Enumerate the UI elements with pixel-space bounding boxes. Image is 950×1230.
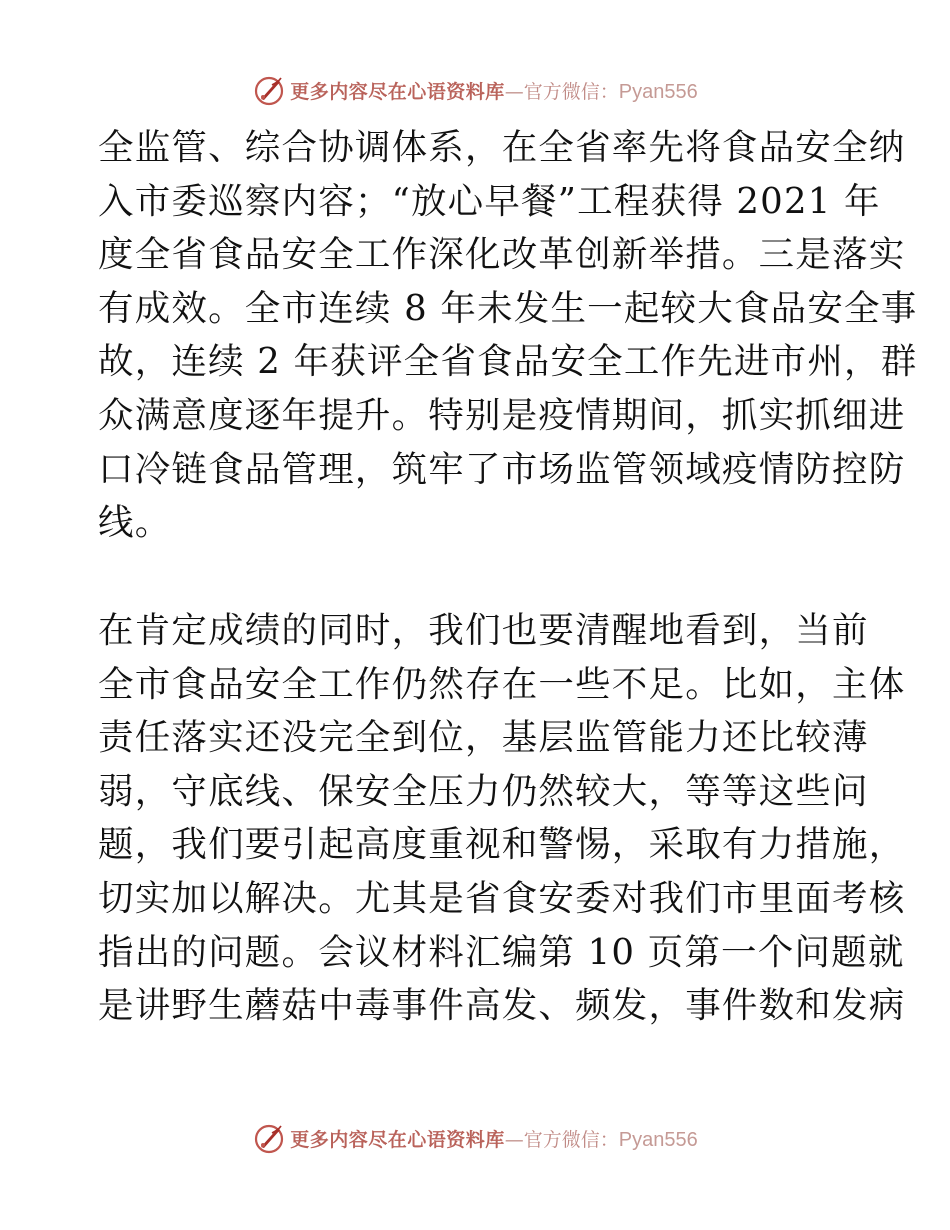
text-line: 弱，守底线、保安全压力仍然较大，等等这些问: [98, 770, 869, 812]
watermark-main-text: 更多内容尽在心语资料库: [290, 80, 505, 103]
footer-watermark: [0, 1118, 950, 1158]
watermark-label: 官方微信：: [523, 1128, 619, 1151]
text-line: 口冷链食品管理，筑牢了市场监管领域疫情防控防: [98, 448, 906, 490]
text-line: 题，我们要引起高度重视和警惕，采取有力措施，: [98, 824, 906, 866]
header-watermark: [0, 70, 950, 110]
text-line: 是讲野生蘑菇中毒事件高发、频发，事件数和发病: [98, 985, 906, 1027]
text-line: 在肯定成绩的同时，我们也要清醒地看到，当前: [98, 610, 869, 651]
watermark-label: 官方微信：: [523, 80, 619, 103]
watermark-separator: —: [504, 1128, 524, 1151]
text-line: 有成效。全市连续 8 年未发生一起较大食品安全事: [98, 287, 918, 329]
text-line: 众满意度逐年提升。特别是疫情期间，抓实抓细进: [98, 394, 906, 436]
text-line: 指出的问题。会议材料汇编第 10 页第一个问题就: [98, 931, 905, 973]
text-line: 入市委巡察内容；“放心早餐”工程获得 2021 年: [98, 180, 881, 222]
watermark-main-text: 更多内容尽在心语资料库: [290, 1128, 505, 1151]
watermark-wechat-id: Pyan556: [618, 80, 698, 103]
text-line: 全市食品安全工作仍然存在一些不足。比如，主体: [98, 663, 906, 705]
watermark-wechat-id: Pyan556: [618, 1128, 698, 1151]
quill-pen-logo-icon: [252, 1121, 286, 1155]
text-line: 责任落实还没完全到位，基层监管能力还比较薄: [98, 717, 869, 759]
text-line: 全监管、综合协调体系，在全省率先将食品安全纳: [98, 127, 906, 168]
text-line: 度全省食品安全工作深化改革创新举措。三是落实: [98, 234, 906, 276]
text-line: 切实加以解决。尤其是省食安委对我们市里面考核: [98, 877, 906, 919]
text-line: 故，连续 2 年获评全省食品安全工作先进市州，群: [98, 341, 918, 383]
watermark-separator: —: [504, 80, 524, 103]
quill-pen-logo-icon: [252, 73, 286, 107]
paragraph-2: [98, 604, 906, 1033]
text-line: 线。: [98, 502, 172, 544]
paragraph-1: [98, 121, 918, 550]
